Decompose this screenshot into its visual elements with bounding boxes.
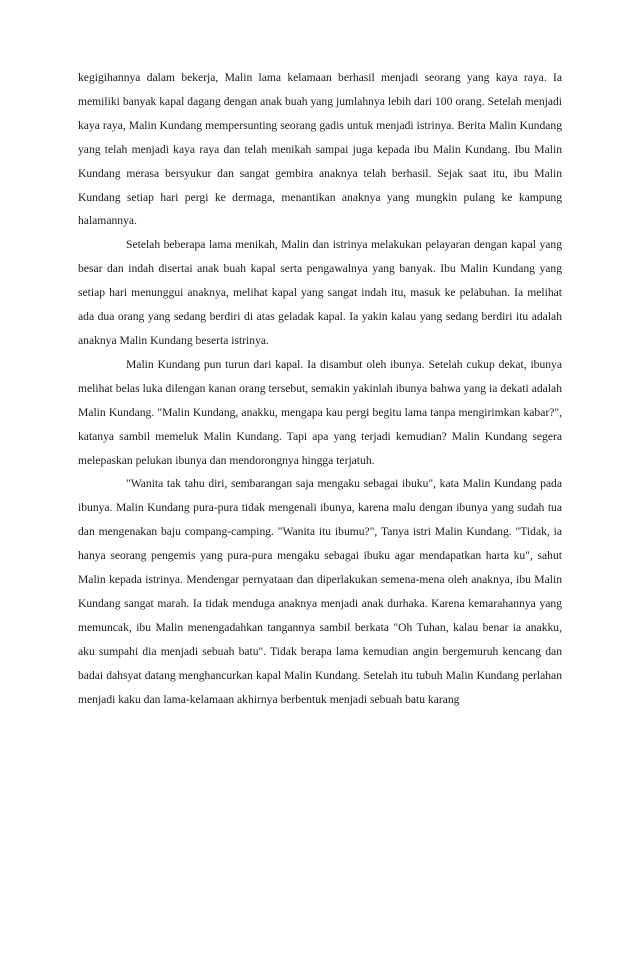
paragraph-4: "Wanita tak tahu diri, sembarangan saja mengaku sebagai ibuku", kata Malin Kundang pada ibunya. Malin Kundang pura-pura tidak mengenali ibunya, karena malu dengan ibunya yang sudah tua dan mengenakan baju compang-camping. "Wanita itu ibumu?", Tanya istri Malin Kundang. "Tidak, ia hanya seorang pengemis yang pura-pura mengaku sebagai ibuku agar mendapatkan harta ku", sahut Malin kepada istrinya. Mendengar pernyataan dan diperlakukan semena-mena oleh anaknya, ibu Malin Kundang sangat marah. Ia tidak menduga anaknya menjadi anak durhaka. Karena kemarahannya yang memuncak, ibu Malin menengadahkan tangannya sambil berkata "Oh Tuhan, kalau benar ia anakku, aku sumpahi dia menjadi sebuah batu". Tidak berapa lama kemudian angin bergemuruh kencang dan badai dahsyat datang menghancurkan kapal Malin Kundang. Setelah itu tubuh Malin Kundang perlahan menjadi kaku dan lama-kelamaan akhirnya berbentuk menjadi sebuah batu karang: [78, 477, 562, 706]
paragraph-2: Setelah beberapa lama menikah, Malin dan istrinya melakukan pelayaran dengan kapal yang besar dan indah disertai anak buah kapal serta pengawalnya yang banyak. Ibu Malin Kundang yang setiap hari menunggui anaknya, melihat kapal yang sangat indah itu, masuk ke pelabuhan. Ia melihat ada dua orang yang sedang berdiri di atas geladak kapal. Ia yakin kalau yang sedang berdiri itu adalah anaknya Malin Kundang beserta istrinya.: [78, 238, 562, 347]
paragraph-1: kegigihannya dalam bekerja, Malin lama kelamaan berhasil menjadi seorang yang kaya raya. Ia memiliki banyak kapal dagang dengan anak buah yang jumlahnya lebih dari 100 orang. Setelah menjadi kaya raya, Malin Kundang mempersunting seorang gadis untuk menjadi istrinya. Berita Malin Kundang yang telah menjadi kaya raya dan telah menikah sampai juga kepada ibu Malin Kundang. Ibu Malin Kundang merasa bersyukur dan sangat gembira anaknya telah berhasil. Sejak saat itu, ibu Malin Kundang setiap hari pergi ke dermaga, menantikan anaknya yang mungkin pulang ke kampung halamannya.: [78, 71, 562, 228]
paragraph-3: Malin Kundang pun turun dari kapal. Ia disambut oleh ibunya. Setelah cukup dekat, ibunya melihat belas luka dilengan kanan orang tersebut, semakin yakinlah ibunya bahwa yang ia dekati adalah Malin Kundang. "Malin Kundang, anakku, mengapa kau pergi begitu lama tanpa mengirimkan kabar?", katanya sambil memeluk Malin Kundang. Tapi apa yang terjadi kemudian? Malin Kundang segera melepaskan pelukan ibunya dan mendorongnya hingga terjatuh.: [78, 357, 562, 467]
document-page: [78, 66, 562, 711]
